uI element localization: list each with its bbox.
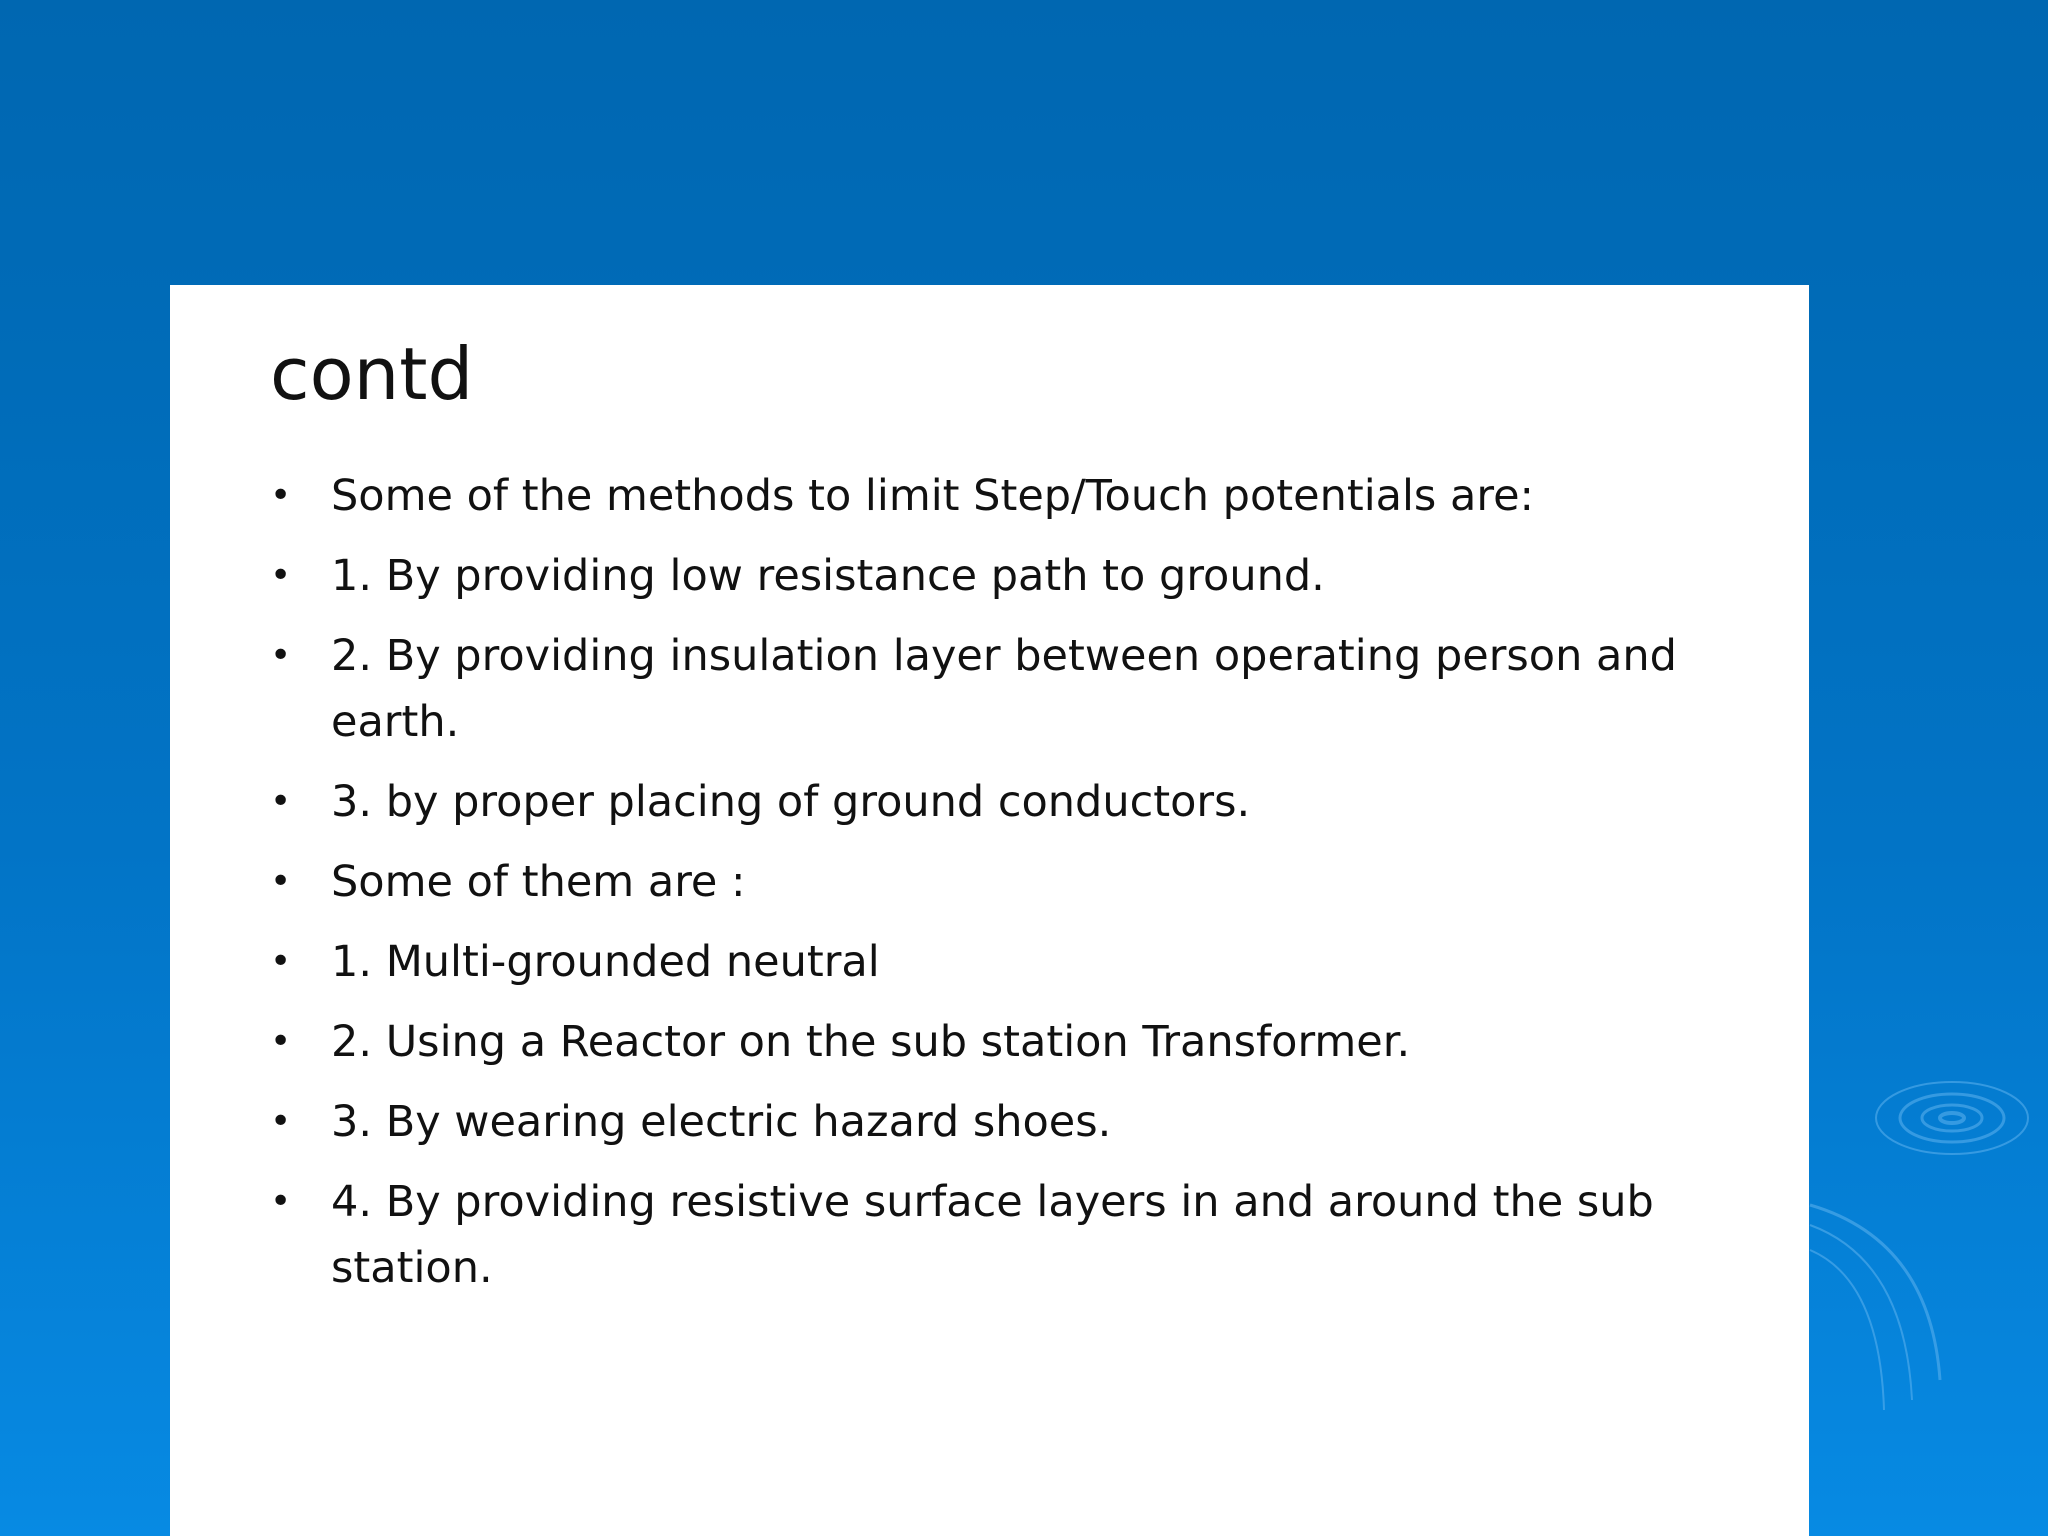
bullet-text: Some of the methods to limit Step/Touch potentials are: <box>331 471 1535 521</box>
bullet-text: 2. By providing insulation layer between operating person and earth. <box>331 631 1677 747</box>
list-item <box>270 849 1730 915</box>
list-item <box>270 463 1730 529</box>
list-item <box>270 769 1730 835</box>
slide-title: contd <box>270 332 474 416</box>
bullet-text: 3. by proper placing of ground conductors. <box>331 777 1251 827</box>
bullet-text: 4. By providing resistive surface layers in and around the sub station. <box>331 1177 1654 1293</box>
bullet-text: 2. Using a Reactor on the sub station Transformer. <box>331 1017 1411 1067</box>
list-item <box>270 543 1730 609</box>
bullet-text: 1. By providing low resistance path to ground. <box>331 551 1325 601</box>
bullet-icon: • <box>270 635 292 676</box>
bullet-icon: • <box>270 1101 292 1142</box>
water-ripple-icon <box>1810 1082 2028 1410</box>
list-item <box>270 929 1730 995</box>
bullet-icon: • <box>270 475 292 516</box>
bullet-icon: • <box>270 781 292 822</box>
bullet-list <box>270 463 1730 1315</box>
list-item <box>270 1169 1730 1301</box>
bullet-icon: • <box>270 1181 292 1222</box>
content-card <box>170 285 1809 1536</box>
list-item <box>270 1009 1730 1075</box>
bullet-icon: • <box>270 555 292 596</box>
bullet-text: Some of them are : <box>331 857 746 907</box>
list-item <box>270 623 1730 755</box>
bullet-icon: • <box>270 1021 292 1062</box>
bullet-icon: • <box>270 941 292 982</box>
bullet-icon: • <box>270 861 292 902</box>
list-item <box>270 1089 1730 1155</box>
bullet-text: 1. Multi-grounded neutral <box>331 937 880 987</box>
bullet-text: 3. By wearing electric hazard shoes. <box>331 1097 1112 1147</box>
